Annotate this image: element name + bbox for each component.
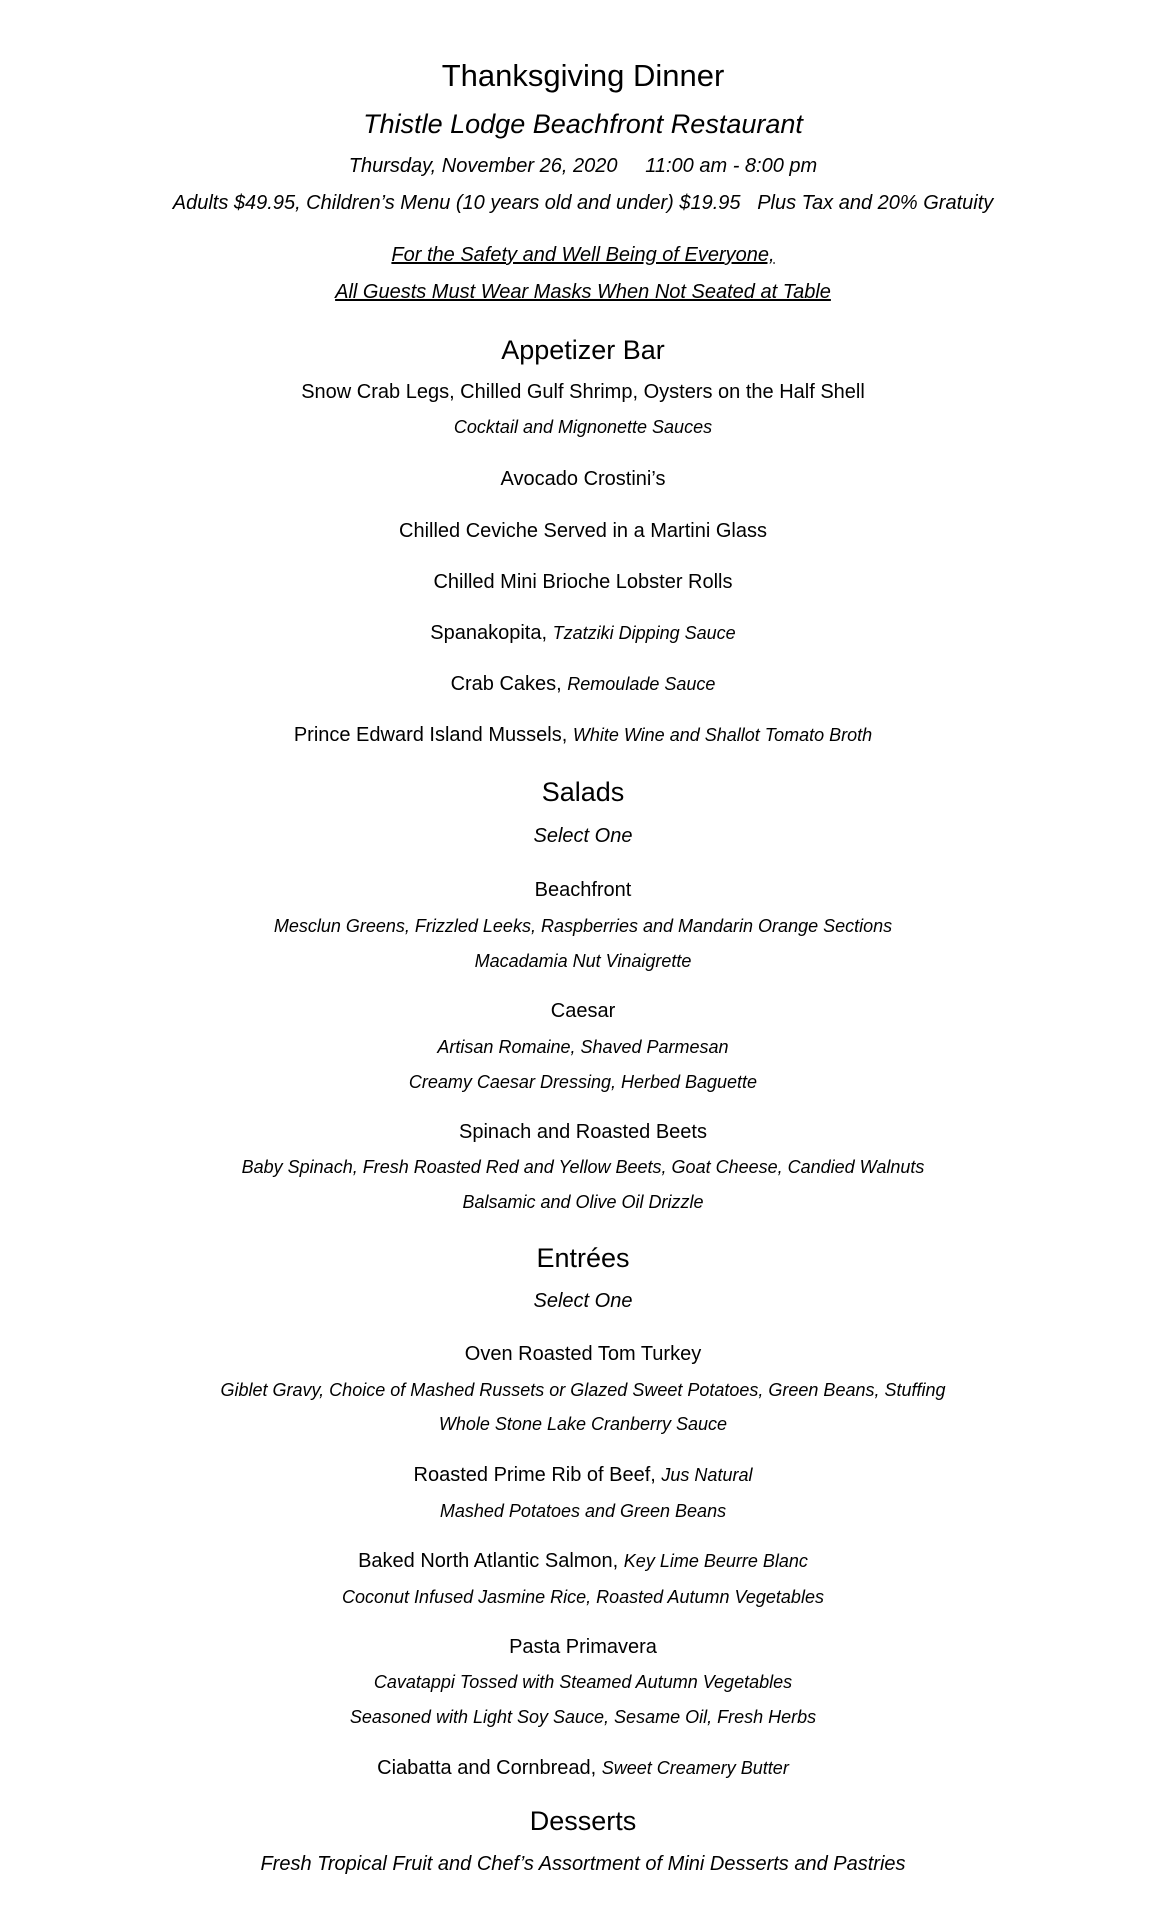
entree-pasta-note-2: Seasoned with Light Soy Sauce, Sesame Oil, Fresh Herbs	[349, 1707, 817, 1727]
notice-line-2: All Guests Must Wear Masks When Not Seated at Table	[335, 281, 831, 303]
appetizer-item-6-row	[0, 674, 1166, 694]
entrees-select-one: Select One	[533, 1290, 633, 1312]
salad-beachfront: Beachfront	[534, 879, 632, 901]
entree-prime-rib-row	[0, 1465, 1166, 1485]
appetizer-item-6-note: Remoulade Sauce	[567, 674, 716, 694]
entree-turkey-note-2: Whole Stone Lake Cranberry Sauce	[438, 1414, 728, 1434]
pricing-line: Adults $49.95, Children’s Menu (10 years old and under) $19.95 Plus Tax and 20% Gratuity	[172, 192, 994, 214]
entree-bread-row	[0, 1758, 1166, 1778]
entree-turkey-note-1: Giblet Gravy, Choice of Mashed Russets or Glazed Sweet Potatoes, Green Beans, Stuffing	[220, 1380, 946, 1400]
entree-prime-rib-inline: Jus Natural	[661, 1465, 753, 1485]
salad-beachfront-note-1: Mesclun Greens, Frizzled Leeks, Raspberries and Mandarin Orange Sections	[273, 916, 893, 936]
notice-line-2-wrap	[0, 282, 1166, 302]
entree-salmon-inline: Key Lime Beurre Blanc	[623, 1551, 808, 1571]
entree-salmon-row	[0, 1551, 1166, 1571]
dessert-item: Fresh Tropical Fruit and Chef’s Assortment of Mini Desserts and Pastries	[260, 1853, 906, 1875]
salad-spinach: Spinach and Roasted Beets	[459, 1121, 707, 1143]
appetizer-item-5: Spanakopita,	[430, 622, 553, 644]
entrees-heading: Entrées	[536, 1243, 630, 1273]
salad-spinach-note-2: Balsamic and Olive Oil Drizzle	[462, 1192, 704, 1212]
salad-beachfront-note-2: Macadamia Nut Vinaigrette	[474, 951, 692, 971]
entree-pasta: Pasta Primavera	[509, 1636, 657, 1658]
appetizer-item-5-note: Tzatziki Dipping Sauce	[552, 623, 736, 643]
salad-spinach-note-1: Baby Spinach, Fresh Roasted Red and Yellow Beets, Goat Cheese, Candied Walnuts	[241, 1157, 925, 1177]
appetizer-item-7-note: White Wine and Shallot Tomato Broth	[572, 725, 873, 745]
restaurant-name: Thistle Lodge Beachfront Restaurant	[363, 109, 803, 139]
appetizer-item-6: Crab Cakes,	[450, 673, 568, 695]
appetizer-item-3: Chilled Ceviche Served in a Martini Glass	[399, 520, 767, 542]
appetizer-heading: Appetizer Bar	[501, 335, 665, 365]
appetizer-item-5-row	[0, 623, 1166, 643]
appetizer-item-4: Chilled Mini Brioche Lobster Rolls	[433, 571, 733, 593]
appetizer-item-1-note: Cocktail and Mignonette Sauces	[453, 417, 713, 437]
notice-line-1-wrap	[0, 245, 1166, 265]
notice-line-1: For the Safety and Well Being of Everyone,	[391, 244, 775, 266]
entree-prime-rib-note: Mashed Potatoes and Green Beans	[439, 1501, 727, 1521]
salad-caesar-note-2: Creamy Caesar Dressing, Herbed Baguette	[408, 1072, 758, 1092]
appetizer-item-7: Prince Edward Island Mussels,	[293, 724, 573, 746]
entree-salmon: Baked North Atlantic Salmon,	[358, 1550, 624, 1572]
salad-caesar-note-1: Artisan Romaine, Shaved Parmesan	[437, 1037, 729, 1057]
entree-salmon-note: Coconut Infused Jasmine Rice, Roasted Autumn Vegetables	[342, 1587, 824, 1607]
salads-heading: Salads	[541, 777, 625, 807]
appetizer-item-1: Snow Crab Legs, Chilled Gulf Shrimp, Oysters on the Half Shell	[301, 381, 865, 403]
entree-bread: Ciabatta and Cornbread,	[377, 1757, 602, 1779]
desserts-heading: Desserts	[529, 1806, 637, 1836]
appetizer-item-2: Avocado Crostini’s	[500, 468, 666, 490]
entree-turkey: Oven Roasted Tom Turkey	[464, 1343, 702, 1365]
entree-prime-rib: Roasted Prime Rib of Beef,	[413, 1464, 662, 1486]
entree-bread-inline: Sweet Creamery Butter	[601, 1758, 789, 1778]
menu-title: Thanksgiving Dinner	[441, 58, 725, 93]
appetizer-item-7-row	[0, 725, 1166, 745]
date-time: Thursday, November 26, 2020 11:00 am - 8:00 pm	[348, 155, 818, 177]
salad-caesar: Caesar	[550, 1000, 616, 1022]
entree-pasta-note-1: Cavatappi Tossed with Steamed Autumn Vegetables	[373, 1672, 793, 1692]
salads-select-one: Select One	[533, 825, 633, 847]
